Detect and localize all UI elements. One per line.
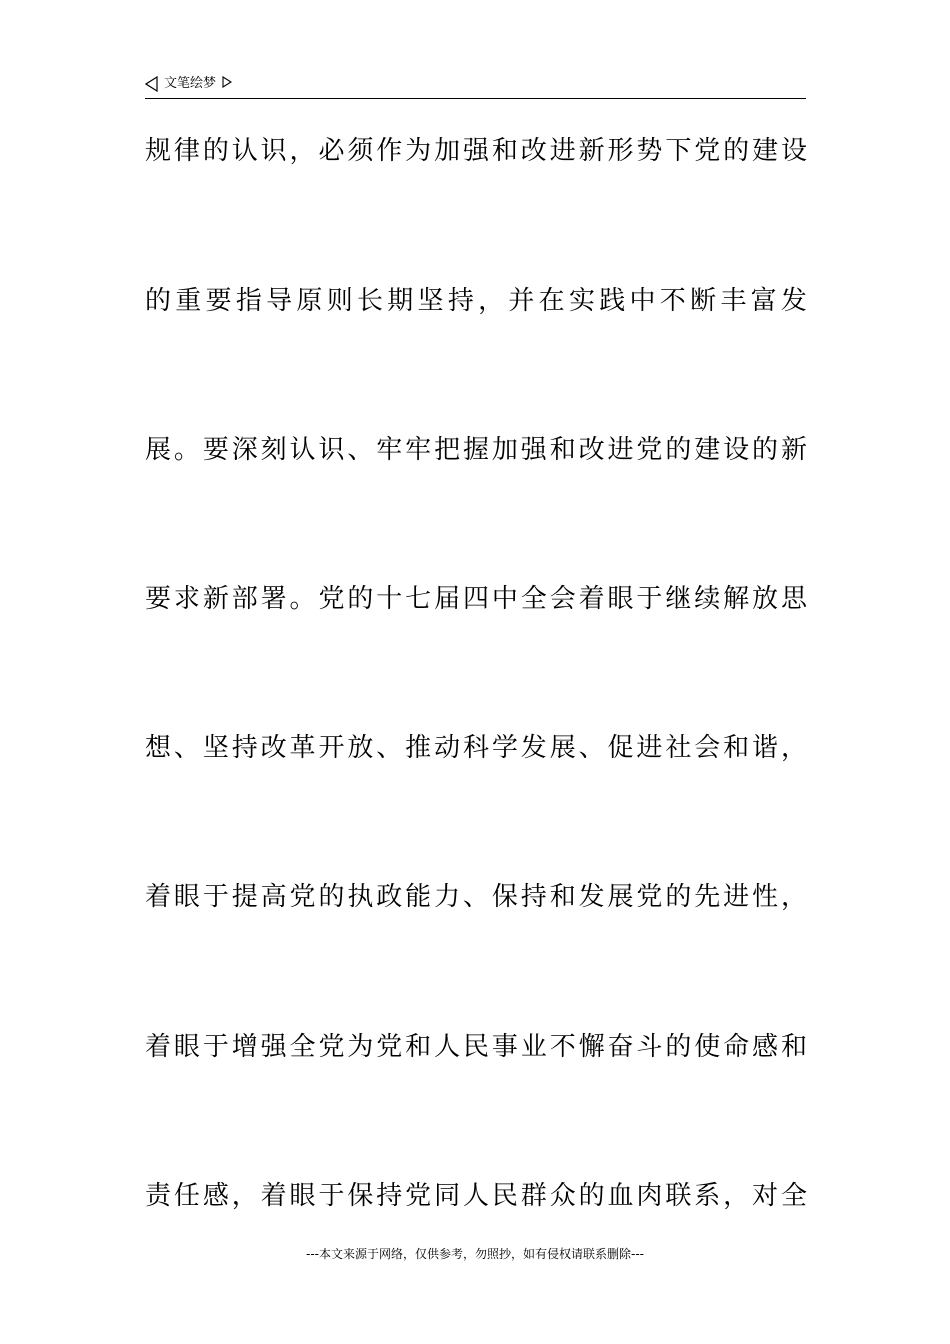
triangle-left-icon xyxy=(145,76,158,92)
body-line-1: 规 律 的 认 识 ， 必 须 作 为 加 强 和 改 进 新 形 势 下 党 的 建 设 xyxy=(145,136,807,166)
body-line-7: 着 眼 于 增 强 全 党 为 党 和 人 民 事 业 不 懈 奋 斗 的 使 命 感 和 xyxy=(145,1032,807,1062)
footer-disclaimer: ---本文来源于网络，仅供参考，勿照抄，如有侵权请联系删除--- xyxy=(306,1247,644,1261)
page-header xyxy=(145,74,806,99)
body-line-2: 的 重 要 指 导 原 则 长 期 坚 持 ， 并 在 实 践 中 不 断 丰 富 发 xyxy=(145,286,807,316)
body-line-6: 着 眼 于 提 高 党 的 执 政 能 力 、 保 持 和 发 展 党 的 先 进 性 ， xyxy=(145,882,807,912)
body-line-3: 展 。 要 深 刻 认 识 、 牢 牢 把 握 加 强 和 改 进 党 的 建 设 的 新 xyxy=(145,435,807,465)
body-line-8: 责 任 感 ， 着 眼 于 保 持 党 同 人 民 群 众 的 血 肉 联 系 ， 对 全 xyxy=(145,1181,807,1211)
header-brand xyxy=(145,76,232,92)
body-line-5: 想 、 坚 持 改 革 开 放 、 推 动 科 学 发 展 、 促 进 社 会 和 谐 ， xyxy=(145,733,807,763)
body-line-4: 要 求 新 部 署 。 党 的 十 七 届 四 中 全 会 着 眼 于 继 续 解 放 思 xyxy=(145,584,807,614)
triangle-right-icon xyxy=(222,76,232,88)
header-title: 文笔绘梦 xyxy=(164,76,217,91)
